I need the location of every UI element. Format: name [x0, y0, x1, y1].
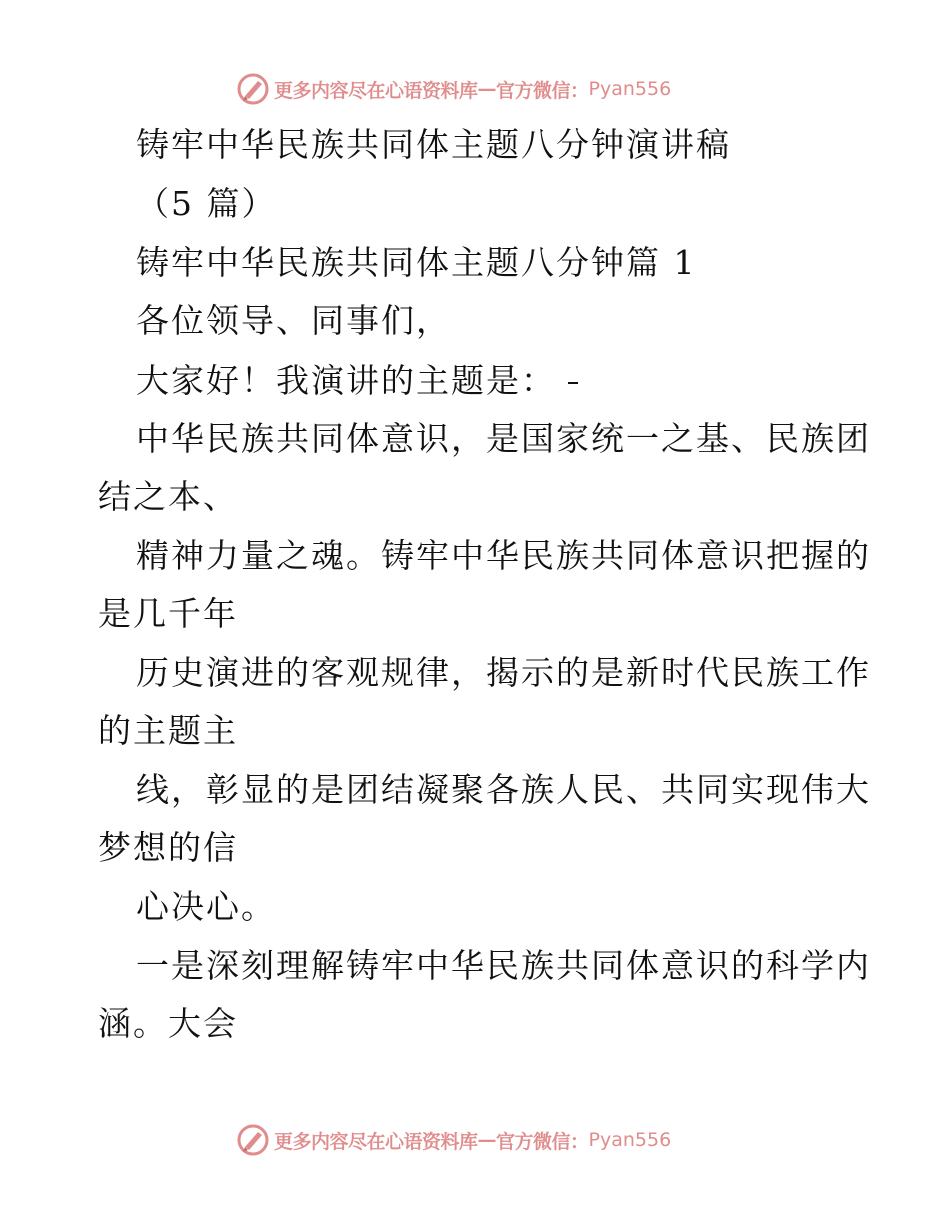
- watermark-dash: —: [477, 78, 497, 100]
- paragraph-line: 梦想的信: [98, 828, 238, 867]
- paragraph-line: [136, 361, 578, 401]
- watermark-text: 更多内容尽在心语资料库: [274, 79, 478, 102]
- header-watermark: [236, 71, 671, 107]
- watermark-dash: —: [477, 1129, 497, 1151]
- paragraph-line: 线，彰显的是团结凝聚各族人民、共同实现伟大: [136, 770, 871, 809]
- paragraph-line: 涵。大会: [98, 1004, 238, 1043]
- watermark-wechat-label: 官方微信：: [496, 79, 589, 102]
- paragraph-line: 心决心。: [136, 887, 276, 926]
- pen-logo-icon: [236, 72, 270, 106]
- watermark-text: 更多内容尽在心语资料库: [274, 1130, 478, 1153]
- document-title-line-1: 铸牢中华民族共同体主题八分钟演讲稿: [136, 125, 731, 164]
- paragraph-line: 各位领导、同事们，: [136, 301, 451, 340]
- paragraph-line: 是几千年: [98, 594, 238, 633]
- paragraph-line: 一是深刻理解铸牢中华民族共同体意识的科学内: [136, 946, 871, 985]
- paragraph-line: 的主题主: [98, 711, 238, 750]
- watermark-wechat-id: Pyan556: [588, 1129, 672, 1151]
- paragraph-line: 历史演进的客观规律，揭示的是新时代民族工作: [136, 653, 871, 692]
- paragraph-line: 中华民族共同体意识，是国家统一之基、民族团: [136, 419, 871, 458]
- document-title-line-2: （5 篇）: [136, 184, 277, 223]
- watermark-wechat-label: 官方微信：: [496, 1130, 589, 1153]
- section-heading: 铸牢中华民族共同体主题八分钟篇 1: [136, 243, 697, 282]
- pen-logo-icon: [236, 1123, 270, 1157]
- watermark-wechat-id: Pyan556: [588, 78, 672, 100]
- text-cursor: [568, 382, 578, 384]
- footer-watermark: [236, 1122, 671, 1158]
- paragraph-line-text: 大家好！我演讲的主题是：: [136, 361, 556, 400]
- paragraph-line: 精神力量之魂。铸牢中华民族共同体意识把握的: [136, 536, 871, 575]
- paragraph-line: 结之本、: [98, 477, 238, 516]
